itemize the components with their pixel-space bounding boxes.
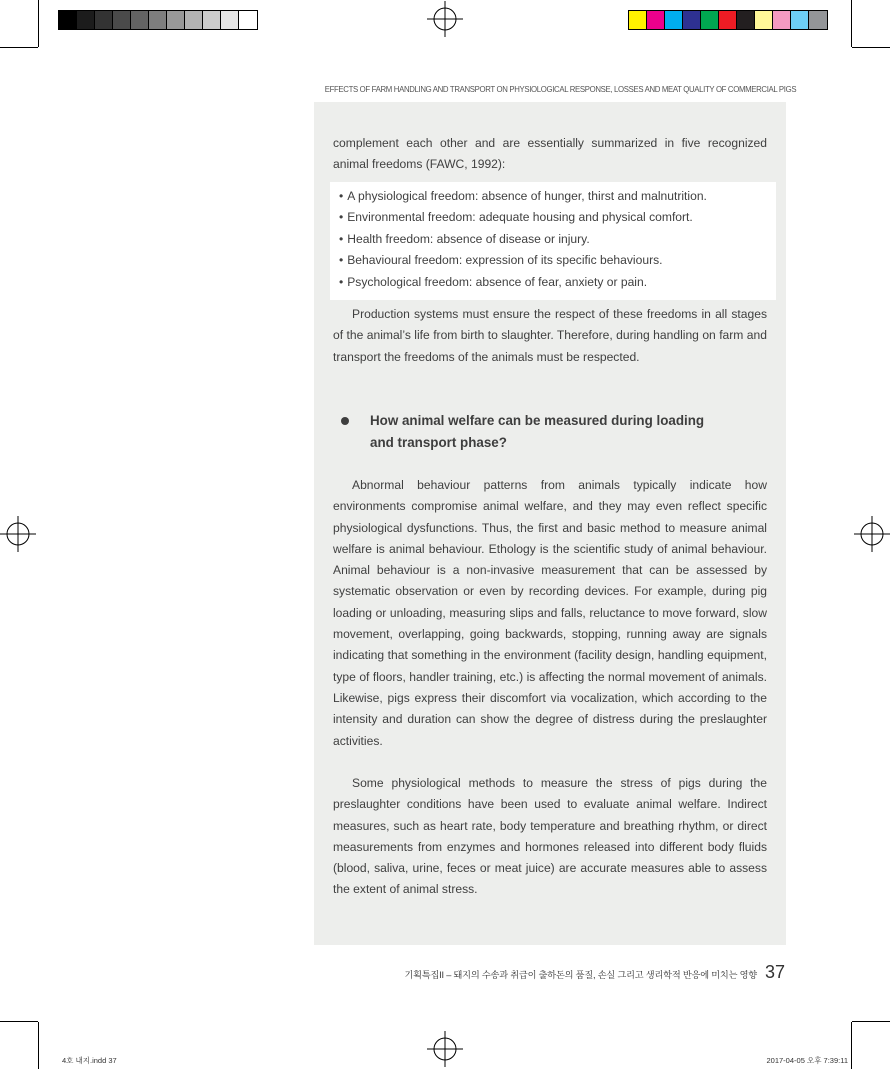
registration-mark-icon <box>427 1 463 37</box>
section-heading-line: and transport phase? <box>370 435 507 450</box>
crop-mark <box>852 47 890 48</box>
slug-filename: 4호 내지.indd 37 <box>62 1056 117 1065</box>
freedoms-list <box>330 182 776 293</box>
color-swatch <box>809 11 827 29</box>
crop-mark <box>851 1022 852 1069</box>
color-swatch <box>665 11 683 29</box>
registration-mark-icon <box>854 516 890 552</box>
crop-mark <box>0 1021 38 1022</box>
list-item: • Environmental freedom: adequate housing and physical comfort. <box>339 207 776 228</box>
color-swatch <box>131 11 149 29</box>
color-swatch <box>737 11 755 29</box>
color-swatch <box>167 11 185 29</box>
color-swatch <box>773 11 791 29</box>
slug-timestamp: 2017-04-05 오후 7:39:11 <box>766 1056 848 1065</box>
color-swatch <box>755 11 773 29</box>
running-head: EFFECTS OF FARM HANDLING AND TRANSPORT ON PHYSIOLOGICAL RESPONSE, LOSSES AND MEAT QUALITY OF COMMERCIAL PIGS <box>324 85 797 94</box>
crop-mark <box>851 0 852 47</box>
physiological-paragraph: Some physiological methods to measure the stress of pigs during the preslaughter conditions have been used to evaluate animal welfare. Indirect measures, such as heart rate, body temperature and breathing rhythm, or direct measurements from enzymes and hormones released into different body fluids (blood, saliva, urine, feces or meat juice) are accurate measures able to assess the extent of animal stress. <box>333 776 767 897</box>
grayscale-color-bar <box>58 10 258 30</box>
crop-mark <box>0 47 38 48</box>
behaviour-paragraph: Abnormal behaviour patterns from animals typically indicate how environments compromise animal welfare, and they may even reflect specific physiological dysfunctions. Thus, the first and basic method to measure animal welfare is animal behaviour. Ethology is the scientific study of animal behaviour. Animal behaviour is a non-invasive measurement that can be assessed by systematic observation or even by recording devices. For example, during pig loading or unloading, measuring slips and falls, reluctance to move forward, slow movement, overlapping, going backwards, stopping, running away are signals indicating that something in the environment (facility design, handling equipment, type of floors, handler training, etc.) is affecting the normal movement of animals. Likewise, pigs express their discomfort via vocalization, which according to the intensity and duration can show the degree of distress during the preslaughter activities. <box>333 478 767 748</box>
intro-paragraph: complement each other and are essentially summarized in five recognized animal freedoms (FAWC, 1992): <box>333 136 767 172</box>
list-item: • A physiological freedom: absence of hunger, thirst and malnutrition. <box>339 186 776 207</box>
footer-text: 기획특집II – 돼지의 수송과 취급이 출하돈의 품질, 손실 그리고 생리학적 반응에 미치는 영향 <box>404 970 757 980</box>
color-swatch <box>791 11 809 29</box>
color-swatch <box>59 11 77 29</box>
color-swatch <box>683 11 701 29</box>
list-item: • Behavioural freedom: expression of its specific behaviours. <box>339 250 776 271</box>
color-swatch <box>239 11 257 29</box>
process-color-bar <box>628 10 828 30</box>
section-heading-line: How animal welfare can be measured during loading <box>370 413 705 428</box>
list-item: • Health freedom: absence of disease or injury. <box>339 229 776 250</box>
color-swatch <box>95 11 113 29</box>
crop-mark <box>38 0 39 47</box>
production-paragraph: Production systems must ensure the respect of these freedoms in all stages of the animal’s life from birth to slaughter. Therefore, during handling on farm and transport the freedoms of the animals must be respected. <box>333 307 767 364</box>
color-swatch <box>647 11 665 29</box>
page-number: 37 <box>764 962 785 982</box>
page-footer <box>404 962 785 983</box>
crop-mark <box>852 1021 890 1022</box>
section-heading <box>341 410 761 454</box>
list-item: • Psychological freedom: absence of fear, anxiety or pain. <box>339 272 776 293</box>
color-swatch <box>719 11 737 29</box>
color-swatch <box>113 11 131 29</box>
color-swatch <box>701 11 719 29</box>
color-swatch <box>185 11 203 29</box>
color-swatch <box>629 11 647 29</box>
freedoms-box <box>330 182 776 300</box>
color-swatch <box>203 11 221 29</box>
color-swatch <box>221 11 239 29</box>
color-swatch <box>149 11 167 29</box>
registration-mark-icon <box>0 516 36 552</box>
crop-mark <box>38 1022 39 1069</box>
registration-mark-icon <box>427 1031 463 1067</box>
bullet-icon <box>341 417 349 425</box>
color-swatch <box>77 11 95 29</box>
